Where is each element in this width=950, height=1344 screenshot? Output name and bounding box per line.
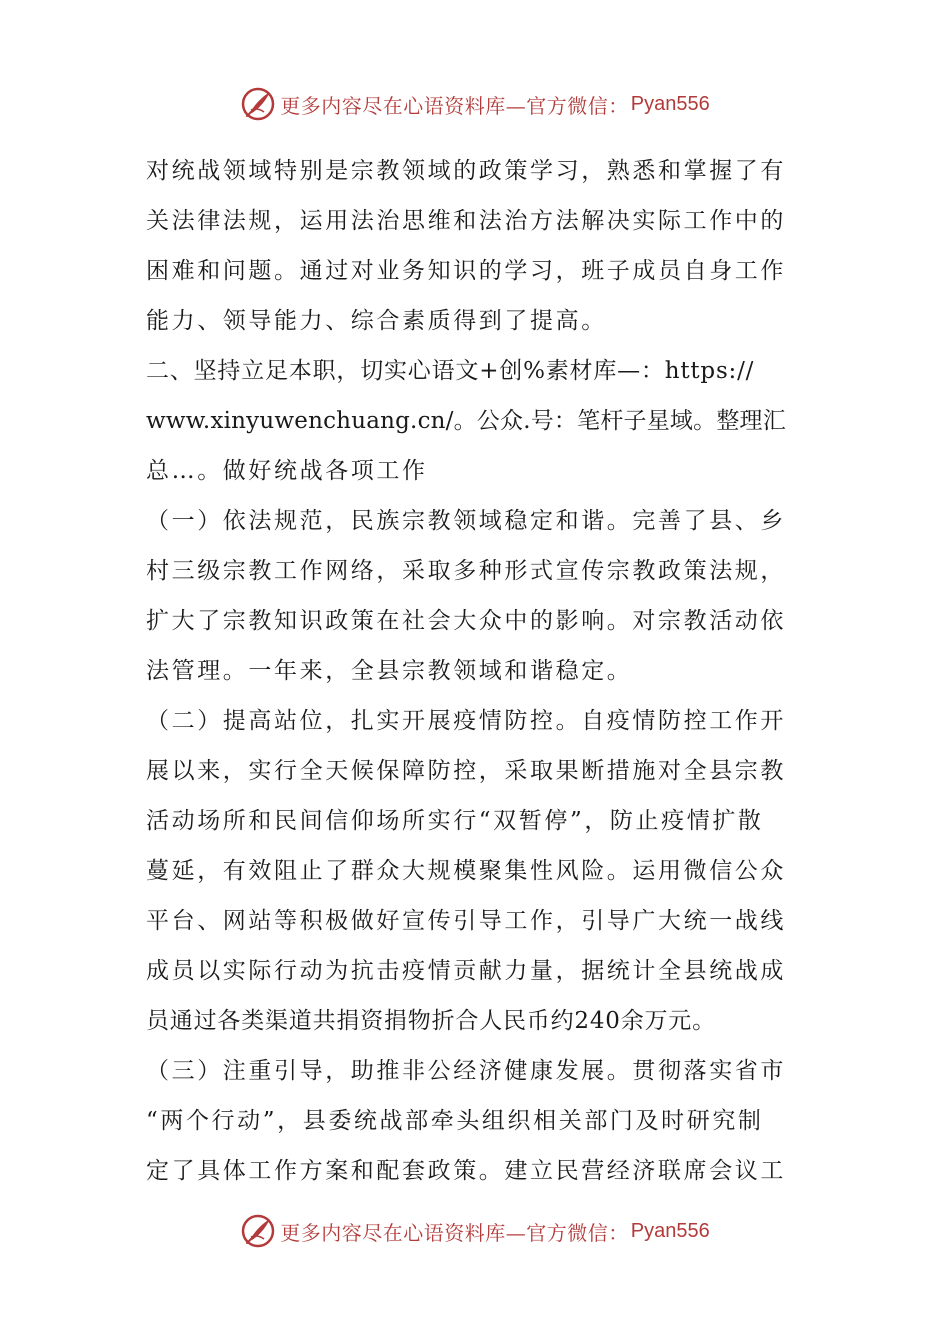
body-line: 展以来，实行全天候保障防控，采取果断措施对全县宗教: [146, 758, 786, 784]
body-line: “两个行动”，县委统战部牵头组织相关部门及时研究制: [146, 1108, 764, 1134]
section-heading: 二、坚持立足本职，切实心语文+创%素材库—：https://: [146, 358, 755, 384]
banner-text: 更多内容尽在心语资料库—官方微信：: [280, 1220, 629, 1245]
body-line: 对统战领域特别是宗教领域的政策学习，熟悉和掌握了有: [146, 158, 786, 184]
body-line: 员通过各类渠道共捐资捐物折合人民币约240余万元。: [146, 1008, 716, 1034]
body-line: 蔓延，有效阻止了群众大规模聚集性风险。运用微信公众: [146, 858, 786, 884]
body-line: 定了具体工作方案和配套政策。建立民营经济联席会议工: [146, 1158, 786, 1184]
body-line: 总…。做好统战各项工作: [146, 458, 428, 484]
quill-pen-logo-icon: [240, 1213, 276, 1249]
subsection-line: （一）依法规范，民族宗教领域稳定和谐。完善了县、乡: [146, 508, 786, 534]
header-banner: [0, 84, 950, 124]
body-line: www.xinyuwenchuang.cn/。公众.号：笔杆子星域。整理汇: [146, 408, 786, 434]
body-line: 成员以实际行动为抗击疫情贡献力量，据统计全县统战成: [146, 958, 786, 984]
subsection-line: （三）注重引导，助推非公经济健康发展。贯彻落实省市: [146, 1058, 786, 1084]
body-line: 法管理。一年来，全县宗教领域和谐稳定。: [146, 658, 633, 684]
body-line: 村三级宗教工作网络，采取多种形式宣传宗教政策法规，: [146, 558, 786, 584]
wechat-id: Pyan556: [630, 92, 710, 115]
banner-text: 更多内容尽在心语资料库—官方微信：: [280, 93, 629, 118]
body-line: 困难和问题。通过对业务知识的学习，班子成员自身工作: [146, 258, 786, 284]
wechat-id: Pyan556: [630, 1219, 710, 1242]
body-line: 关法律法规，运用法治思维和法治方法解决实际工作中的: [146, 208, 786, 234]
quill-pen-logo-icon: [240, 86, 276, 122]
document-body: [146, 146, 806, 1196]
footer-banner: [0, 1211, 950, 1251]
banner: [240, 1213, 709, 1249]
banner: [240, 86, 709, 122]
subsection-line: （二）提高站位，扎实开展疫情防控。自疫情防控工作开: [146, 708, 786, 734]
body-line: 活动场所和民间信仰场所实行“双暂停”，防止疫情扩散: [146, 808, 764, 834]
body-line: 平台、网站等积极做好宣传引导工作，引导广大统一战线: [146, 908, 786, 934]
body-line: 扩大了宗教知识政策在社会大众中的影响。对宗教活动依: [146, 608, 786, 634]
body-line: 能力、领导能力、综合素质得到了提高。: [146, 308, 607, 334]
